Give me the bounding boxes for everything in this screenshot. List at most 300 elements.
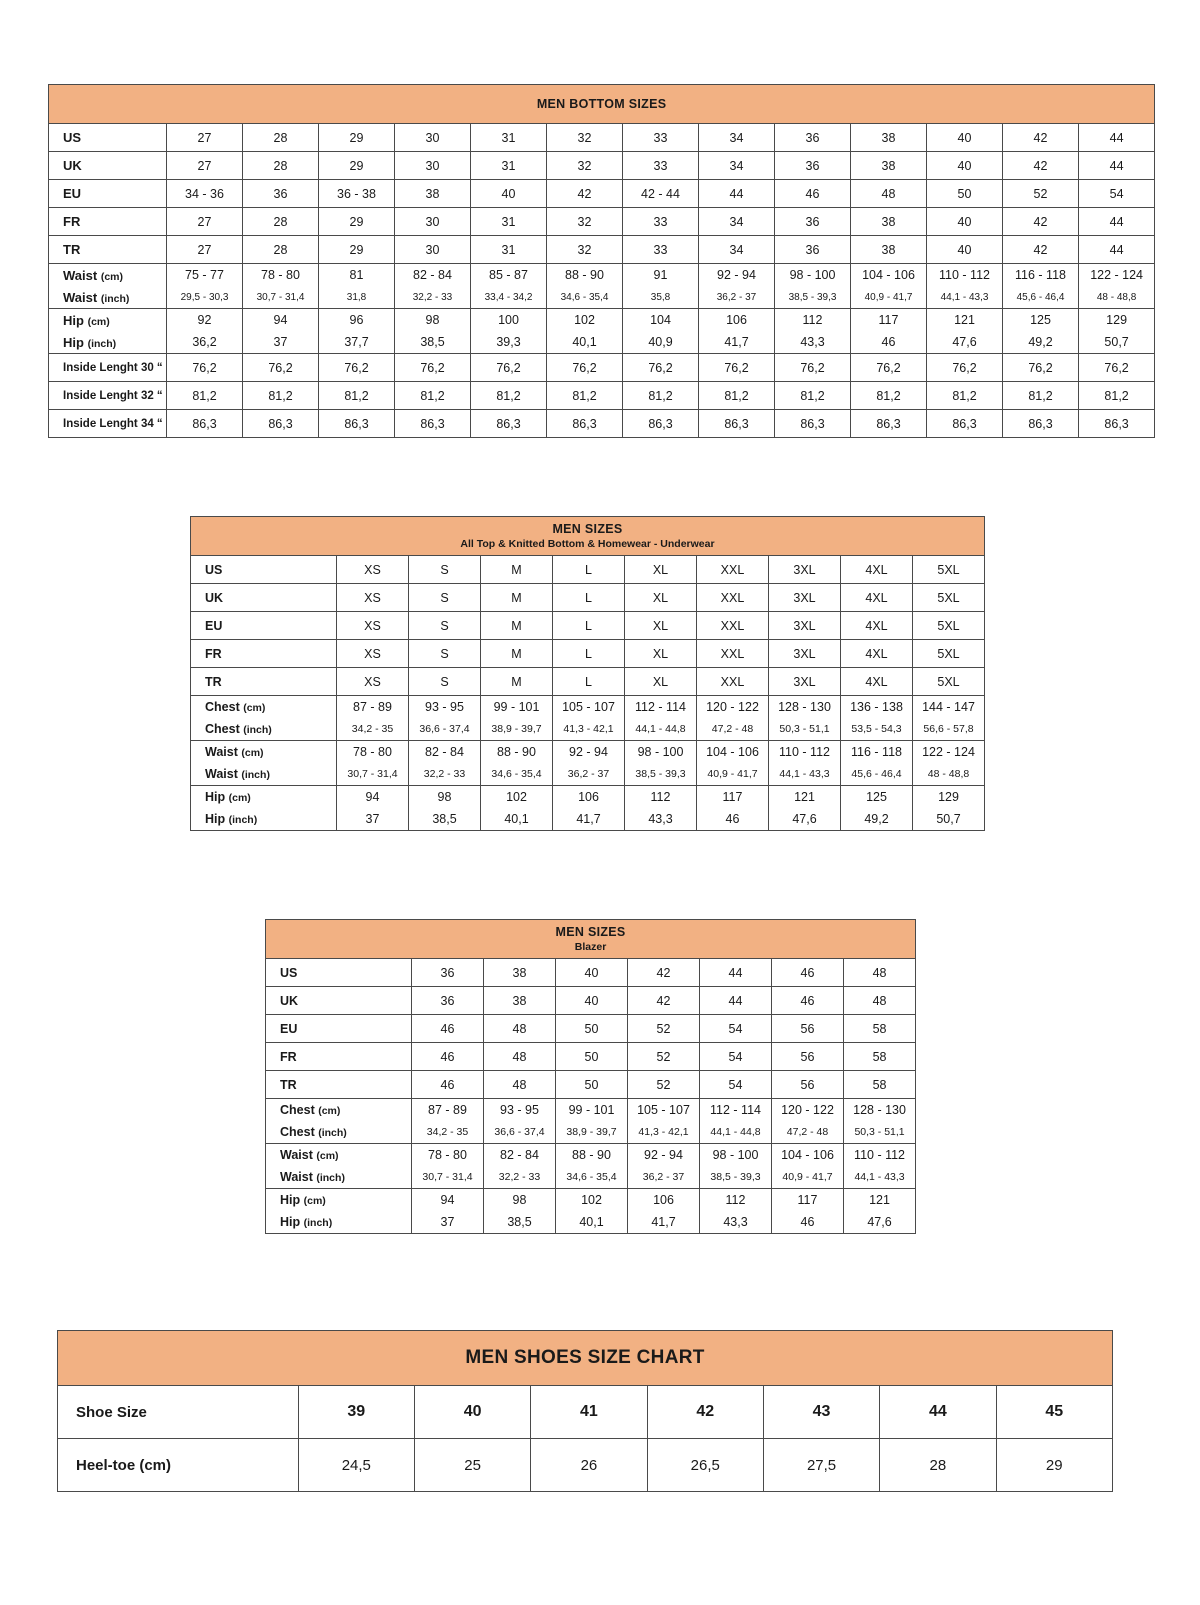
cell: 36,2 - 37 [628, 1166, 700, 1189]
cell: 36 [243, 180, 319, 208]
cell: 117 [697, 786, 769, 809]
cell: 78 - 80 [243, 264, 319, 287]
cell: XS [337, 556, 409, 584]
table-row [49, 236, 1155, 264]
cell: S [409, 556, 481, 584]
cell: 43,3 [625, 808, 697, 831]
cell: 44,1 - 43,3 [844, 1166, 916, 1189]
row-label-unit: (cm) [100, 270, 123, 283]
row-label: UK [191, 584, 337, 612]
cell: 3XL [769, 640, 841, 668]
table-row [191, 612, 985, 640]
cell: 30 [395, 152, 471, 180]
cell: 38 [851, 124, 927, 152]
cell: 81,2 [471, 382, 547, 410]
cell: 98 [484, 1189, 556, 1212]
section-title: MEN SHOES SIZE CHART [58, 1331, 1113, 1386]
cell: XS [337, 640, 409, 668]
cell: M [481, 584, 553, 612]
cell: 44 [1079, 124, 1155, 152]
row-label [266, 1144, 412, 1167]
cell: 50,7 [1079, 331, 1155, 354]
cell: 40 [927, 152, 1003, 180]
cell: M [481, 556, 553, 584]
row-label [266, 1121, 412, 1144]
cell: 25 [414, 1439, 530, 1492]
cell: 46 [772, 1211, 844, 1234]
row-label [49, 309, 167, 332]
cell: 46 [697, 808, 769, 831]
cell: 75 - 77 [167, 264, 243, 287]
cell: 47,2 - 48 [697, 718, 769, 741]
cell: 32,2 - 33 [484, 1166, 556, 1189]
cell: 27 [167, 208, 243, 236]
cell: 56,6 - 57,8 [913, 718, 985, 741]
cell: 3XL [769, 584, 841, 612]
cell: 82 - 84 [409, 741, 481, 764]
cell: 4XL [841, 556, 913, 584]
cell: 34,6 - 35,4 [547, 286, 623, 309]
cell: 48 [844, 987, 916, 1015]
row-label: US [266, 959, 412, 987]
cell: 40,9 - 41,7 [772, 1166, 844, 1189]
row-label-unit: (inch) [241, 769, 270, 781]
cell: 32,2 - 33 [409, 763, 481, 786]
cell: 85 - 87 [471, 264, 547, 287]
men-bottom-sizes-section [48, 84, 1155, 438]
cell: 102 [556, 1189, 628, 1212]
cell: 76,2 [1079, 354, 1155, 382]
cell: 36,6 - 37,4 [409, 718, 481, 741]
cell: 36,2 - 37 [699, 286, 775, 309]
table-row [266, 1189, 916, 1212]
cell: M [481, 640, 553, 668]
cell: 29 [319, 236, 395, 264]
cell: 40,1 [481, 808, 553, 831]
cell: XS [337, 612, 409, 640]
table-row [266, 1211, 916, 1234]
cell: 99 - 101 [556, 1099, 628, 1122]
cell: 3XL [769, 612, 841, 640]
cell: 78 - 80 [337, 741, 409, 764]
cell: 40 [556, 959, 628, 987]
row-label [266, 1166, 412, 1189]
row-label-text: Waist [205, 767, 238, 781]
cell: 116 - 118 [841, 741, 913, 764]
cell: 31 [471, 236, 547, 264]
cell: 45,6 - 46,4 [1003, 286, 1079, 309]
row-label: TR [266, 1071, 412, 1099]
cell: 78 - 80 [412, 1144, 484, 1167]
cell: 40,9 - 41,7 [697, 763, 769, 786]
cell: 33 [623, 124, 699, 152]
table-row [191, 556, 985, 584]
cell: 42 [1003, 124, 1079, 152]
cell: 35,8 [623, 286, 699, 309]
cell: 24,5 [298, 1439, 414, 1492]
cell: 44,1 - 44,8 [700, 1121, 772, 1144]
table-row [49, 208, 1155, 236]
cell: 47,2 - 48 [772, 1121, 844, 1144]
cell: 42 [1003, 208, 1079, 236]
cell: 81,2 [927, 382, 1003, 410]
table-row [191, 786, 985, 809]
cell: 34 [699, 236, 775, 264]
cell: 44 [1079, 152, 1155, 180]
cell: 86,3 [395, 410, 471, 438]
cell: 100 [471, 309, 547, 332]
cell: 38,5 [484, 1211, 556, 1234]
cell: 129 [913, 786, 985, 809]
cell: 49,2 [841, 808, 913, 831]
cell: 43 [763, 1386, 879, 1439]
row-label-text: Hip [205, 790, 226, 804]
cell: 82 - 84 [395, 264, 471, 287]
cell: 52 [628, 1043, 700, 1071]
cell: 32 [547, 236, 623, 264]
cell: 41,3 - 42,1 [628, 1121, 700, 1144]
row-label-unit: (cm) [228, 792, 251, 804]
table-row [58, 1439, 1113, 1492]
table-row [191, 640, 985, 668]
row-label [49, 264, 167, 287]
cell: 98 [409, 786, 481, 809]
cell: XS [337, 668, 409, 696]
cell: 36,2 [167, 331, 243, 354]
row-label-text: Chest [280, 1103, 315, 1117]
cell: 40 [414, 1386, 530, 1439]
cell: 81,2 [167, 382, 243, 410]
row-label-text: Waist [63, 289, 98, 305]
cell: 37,7 [319, 331, 395, 354]
cell: 128 - 130 [769, 696, 841, 719]
cell: 37 [337, 808, 409, 831]
cell: 44 [700, 987, 772, 1015]
cell: 42 [647, 1386, 763, 1439]
cell: 29,5 - 30,3 [167, 286, 243, 309]
cell: 88 - 90 [481, 741, 553, 764]
cell: 45,6 - 46,4 [841, 763, 913, 786]
table-row [191, 718, 985, 741]
cell: 27 [167, 236, 243, 264]
table-row [191, 696, 985, 719]
cell: 50 [556, 1043, 628, 1071]
row-label: US [49, 124, 167, 152]
cell: 86,3 [927, 410, 1003, 438]
cell: 46 [412, 1015, 484, 1043]
cell: 36 [775, 236, 851, 264]
cell: 76,2 [243, 354, 319, 382]
cell: 47,6 [927, 331, 1003, 354]
cell: 42 [628, 959, 700, 987]
cell: 92 [167, 309, 243, 332]
cell: 4XL [841, 612, 913, 640]
cell: 48 [484, 1043, 556, 1071]
table-row [191, 741, 985, 764]
cell: 81 [319, 264, 395, 287]
cell: 32 [547, 208, 623, 236]
cell: 3XL [769, 668, 841, 696]
cell: 40,1 [556, 1211, 628, 1234]
cell: 105 - 107 [628, 1099, 700, 1122]
cell: 36 - 38 [319, 180, 395, 208]
row-label-unit: (inch) [228, 814, 258, 826]
cell: 93 - 95 [484, 1099, 556, 1122]
row-label [266, 1211, 412, 1234]
row-label [191, 718, 337, 741]
cell: XL [625, 668, 697, 696]
cell: 121 [844, 1189, 916, 1212]
cell: 144 - 147 [913, 696, 985, 719]
cell: 86,3 [471, 410, 547, 438]
cell: 36,6 - 37,4 [484, 1121, 556, 1144]
cell: 41,3 - 42,1 [553, 718, 625, 741]
cell: 91 [623, 264, 699, 287]
row-label [266, 1189, 412, 1212]
cell: 76,2 [471, 354, 547, 382]
cell: 33 [623, 236, 699, 264]
cell: 76,2 [623, 354, 699, 382]
cell: 112 [625, 786, 697, 809]
cell: 40,9 - 41,7 [851, 286, 927, 309]
cell: 36,2 - 37 [553, 763, 625, 786]
cell: 110 - 112 [927, 264, 1003, 287]
row-label [266, 1099, 412, 1122]
cell: 88 - 90 [547, 264, 623, 287]
cell: 125 [1003, 309, 1079, 332]
cell: 76,2 [167, 354, 243, 382]
cell: 30 [395, 236, 471, 264]
cell: 44,1 - 44,8 [625, 718, 697, 741]
row-label-text: Waist [63, 267, 98, 283]
cell: 29 [319, 208, 395, 236]
cell: 38 [851, 208, 927, 236]
cell: 42 [1003, 236, 1079, 264]
cell: 99 - 101 [481, 696, 553, 719]
row-label-text: Hip [63, 334, 84, 350]
cell: 5XL [913, 668, 985, 696]
cell: 121 [769, 786, 841, 809]
table-row [58, 1386, 1113, 1439]
row-label-unit: (cm) [241, 747, 264, 759]
row-label-unit: (cm) [318, 1105, 341, 1117]
cell: 92 - 94 [699, 264, 775, 287]
cell: 86,3 [775, 410, 851, 438]
table-row [49, 264, 1155, 287]
table-row [49, 410, 1155, 438]
cell: 33 [623, 152, 699, 180]
cell: 129 [1079, 309, 1155, 332]
cell: 43,3 [700, 1211, 772, 1234]
cell: 104 - 106 [772, 1144, 844, 1167]
cell: 58 [844, 1071, 916, 1099]
cell: L [553, 584, 625, 612]
cell: 106 [553, 786, 625, 809]
page-title: MEN BOTTOM SIZES [49, 85, 1155, 124]
cell: 81,2 [547, 382, 623, 410]
cell: 117 [851, 309, 927, 332]
cell: XXL [697, 612, 769, 640]
cell: 38,5 - 39,3 [775, 286, 851, 309]
cell: 28 [880, 1439, 996, 1492]
table-row [191, 763, 985, 786]
row-label [191, 741, 337, 764]
cell: 82 - 84 [484, 1144, 556, 1167]
cell: 34 [699, 208, 775, 236]
cell: 34,2 - 35 [337, 718, 409, 741]
table-row [49, 124, 1155, 152]
cell: 86,3 [1003, 410, 1079, 438]
cell: 48 [484, 1015, 556, 1043]
cell: 50 [556, 1071, 628, 1099]
cell: 44 [699, 180, 775, 208]
cell: 41,7 [699, 331, 775, 354]
cell: 50,3 - 51,1 [769, 718, 841, 741]
cell: 136 - 138 [841, 696, 913, 719]
cell: 41,7 [553, 808, 625, 831]
cell: 28 [243, 208, 319, 236]
cell: 34,2 - 35 [412, 1121, 484, 1144]
cell: 5XL [913, 556, 985, 584]
table-title-row [266, 920, 916, 959]
cell: 43,3 [775, 331, 851, 354]
cell: 50,3 - 51,1 [844, 1121, 916, 1144]
cell: 81,2 [775, 382, 851, 410]
cell: XS [337, 584, 409, 612]
cell: 42 [547, 180, 623, 208]
cell: 98 [395, 309, 471, 332]
cell: 36 [775, 208, 851, 236]
row-label-text: Hip [63, 312, 84, 328]
cell: 33,4 - 34,2 [471, 286, 547, 309]
row-label: EU [49, 180, 167, 208]
cell: 5XL [913, 640, 985, 668]
row-label: Inside Lenght 30 “ [49, 354, 167, 382]
row-label-text: Hip [280, 1215, 301, 1229]
cell: 128 - 130 [844, 1099, 916, 1122]
cell: 81,2 [851, 382, 927, 410]
cell: 106 [628, 1189, 700, 1212]
cell: 48 - 48,8 [1079, 286, 1155, 309]
cell: 76,2 [1003, 354, 1079, 382]
cell: 48 [851, 180, 927, 208]
cell: 46 [775, 180, 851, 208]
row-label-unit: (inch) [318, 1127, 347, 1139]
cell: 40 [927, 236, 1003, 264]
cell: 38,5 [409, 808, 481, 831]
row-label: EU [191, 612, 337, 640]
section-title [191, 517, 985, 556]
cell: 102 [547, 309, 623, 332]
cell: 39 [298, 1386, 414, 1439]
men-shoes-size-chart-section [57, 1330, 1113, 1492]
cell: 5XL [913, 612, 985, 640]
row-label: FR [191, 640, 337, 668]
row-label: FR [49, 208, 167, 236]
cell: S [409, 668, 481, 696]
cell: S [409, 640, 481, 668]
cell: 34 [699, 124, 775, 152]
cell: 54 [700, 1071, 772, 1099]
row-label [49, 331, 167, 354]
cell: 86,3 [547, 410, 623, 438]
row-label-unit: (inch) [100, 292, 130, 305]
cell: 117 [772, 1189, 844, 1212]
cell: 31 [471, 152, 547, 180]
cell: 44 [880, 1386, 996, 1439]
cell: 104 [623, 309, 699, 332]
cell: 122 - 124 [913, 741, 985, 764]
cell: 45 [996, 1386, 1112, 1439]
table-row [266, 987, 916, 1015]
cell: 4XL [841, 584, 913, 612]
cell: 92 - 94 [628, 1144, 700, 1167]
cell: 86,3 [699, 410, 775, 438]
cell: 49,2 [1003, 331, 1079, 354]
cell: 112 - 114 [700, 1099, 772, 1122]
cell: 30 [395, 208, 471, 236]
row-label: FR [266, 1043, 412, 1071]
cell: 54 [700, 1015, 772, 1043]
table-row [49, 309, 1155, 332]
cell: 76,2 [775, 354, 851, 382]
cell: 116 - 118 [1003, 264, 1079, 287]
table-title-row [191, 517, 985, 556]
cell: 110 - 112 [844, 1144, 916, 1167]
cell: 27 [167, 152, 243, 180]
cell: 46 [412, 1071, 484, 1099]
cell: 30 [395, 124, 471, 152]
cell: 31,8 [319, 286, 395, 309]
cell: XXL [697, 556, 769, 584]
cell: 76,2 [927, 354, 1003, 382]
table-title-row [58, 1331, 1113, 1386]
cell: 106 [699, 309, 775, 332]
cell: 122 - 124 [1079, 264, 1155, 287]
cell: 81,2 [1003, 382, 1079, 410]
cell: 31 [471, 208, 547, 236]
cell: 98 - 100 [700, 1144, 772, 1167]
cell: L [553, 668, 625, 696]
table-row [266, 959, 916, 987]
cell: 81,2 [699, 382, 775, 410]
cell: 36 [775, 152, 851, 180]
section-title-text: MEN SIZES [552, 522, 623, 537]
cell: S [409, 584, 481, 612]
row-label: Heel-toe (cm) [58, 1439, 299, 1492]
cell: 33 [623, 208, 699, 236]
row-label: Shoe Size [58, 1386, 299, 1439]
cell: 37 [412, 1211, 484, 1234]
cell: 40,9 [623, 331, 699, 354]
cell: 76,2 [547, 354, 623, 382]
cell: 34 [699, 152, 775, 180]
cell: 47,6 [769, 808, 841, 831]
cell: 46 [412, 1043, 484, 1071]
cell: 36 [775, 124, 851, 152]
row-label: EU [266, 1015, 412, 1043]
cell: 76,2 [851, 354, 927, 382]
table-row [266, 1144, 916, 1167]
cell: 54 [1079, 180, 1155, 208]
cell: 104 - 106 [697, 741, 769, 764]
table-row [49, 180, 1155, 208]
cell: 40 [927, 124, 1003, 152]
row-label [191, 808, 337, 831]
cell: 76,2 [699, 354, 775, 382]
cell: 81,2 [319, 382, 395, 410]
cell: 40,1 [547, 331, 623, 354]
